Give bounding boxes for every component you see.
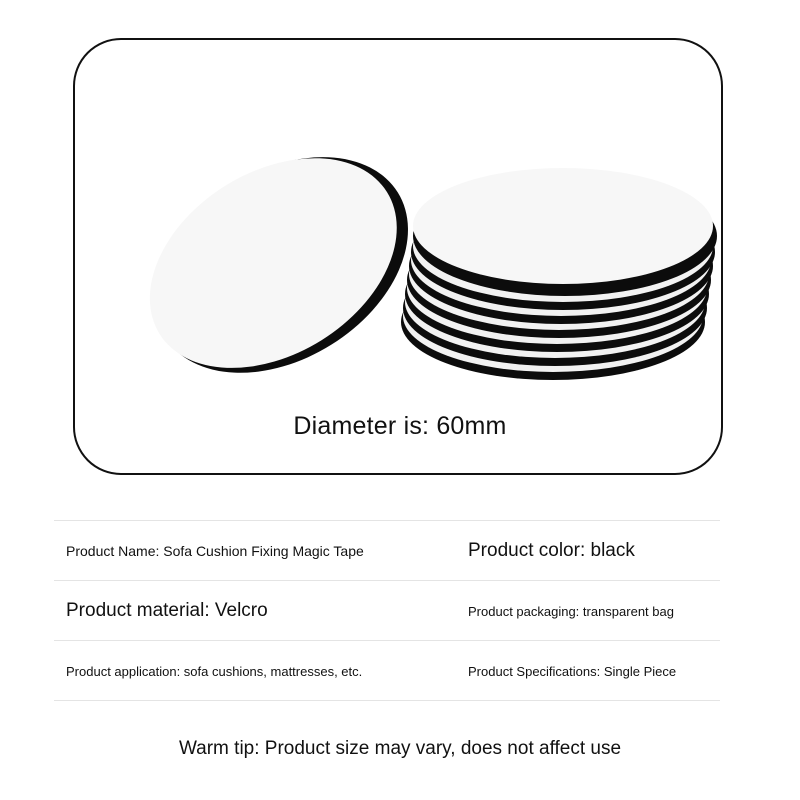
product-color: Product color: black (468, 540, 635, 561)
product-packaging: Product packaging: transparent bag (468, 603, 674, 619)
stack-top-face (413, 168, 713, 284)
product-name: Product Name: Sofa Cushion Fixing Magic Tape (66, 543, 364, 559)
diameter-caption: Diameter is: 60mm (293, 412, 507, 440)
spec-row (54, 520, 720, 580)
pad-stack (401, 168, 717, 380)
product-material: Product material: Velcro (66, 600, 268, 621)
spec-row (54, 580, 720, 640)
spec-table (54, 520, 720, 701)
warm-tip: Warm tip: Product size may vary, does not affect use (178, 738, 622, 759)
product-photo-frame (73, 38, 723, 475)
velcro-pads-illustration (75, 40, 723, 475)
leaning-pad (111, 110, 447, 419)
product-specifications: Product Specifications: Single Piece (468, 663, 677, 679)
spec-row (54, 640, 720, 701)
product-application: Product application: sofa cushions, mattresses, etc. (66, 663, 363, 679)
